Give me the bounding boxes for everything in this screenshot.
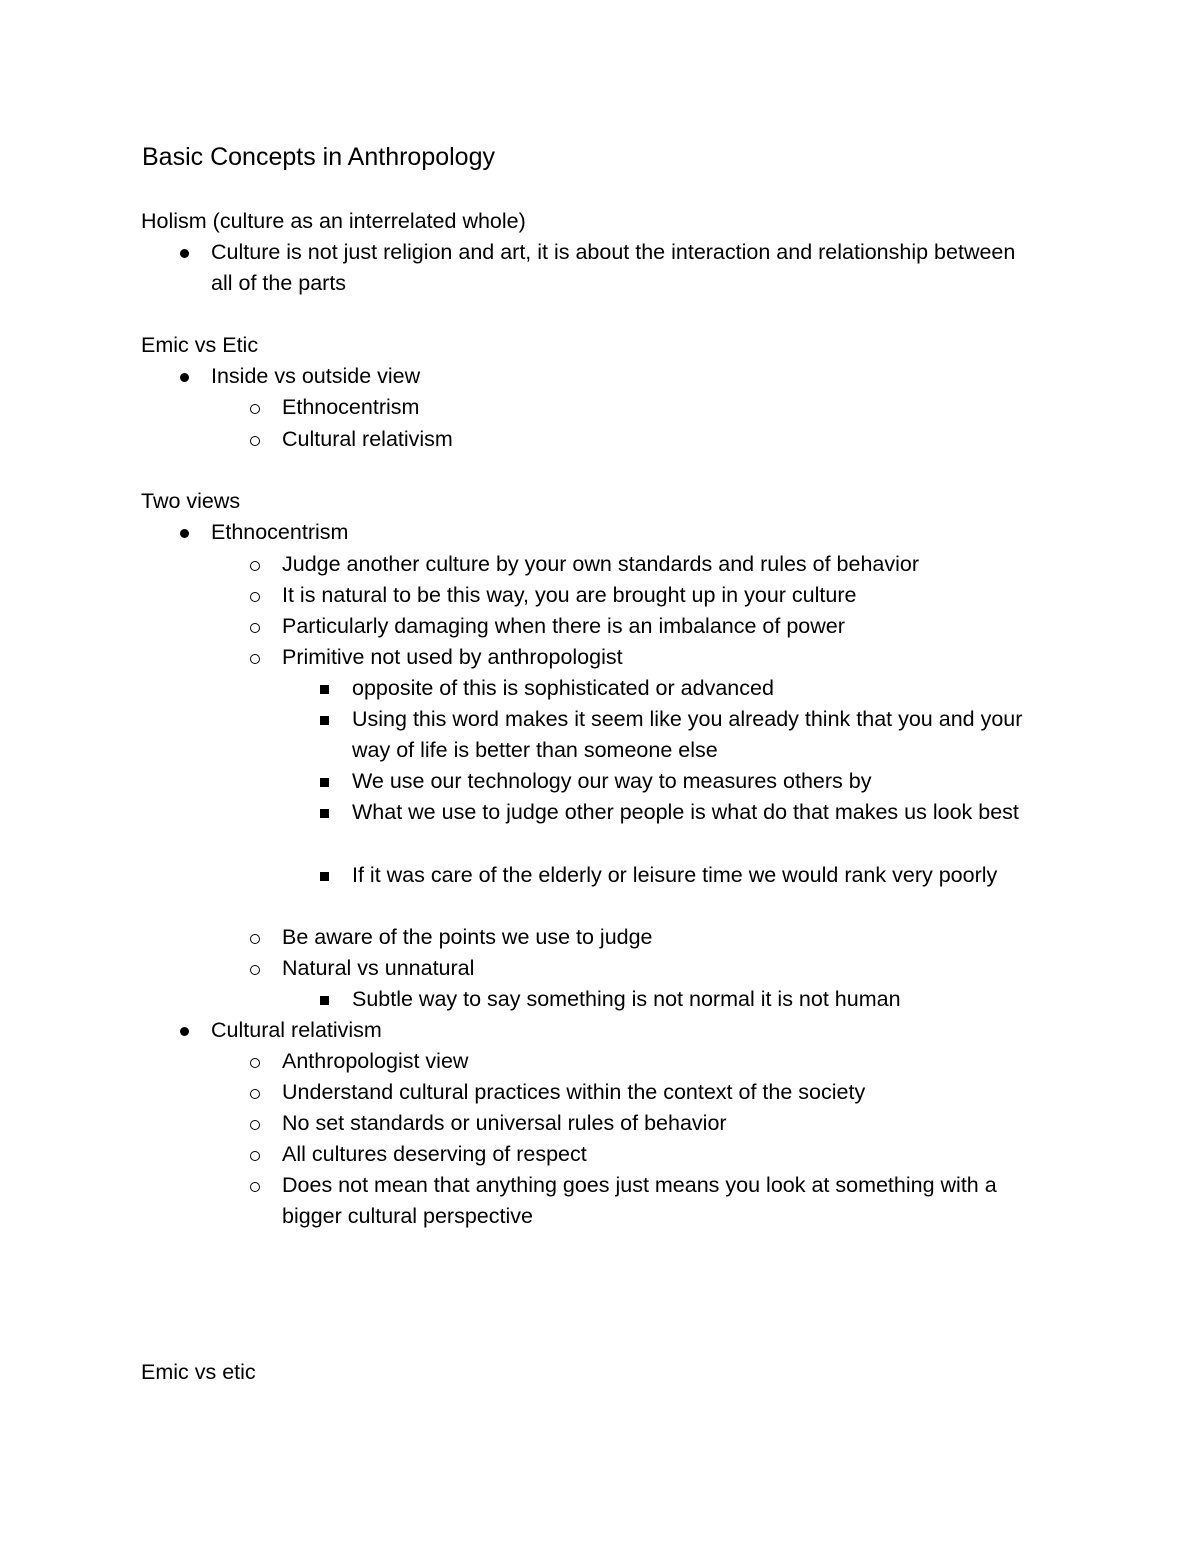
list-item xyxy=(352,766,1042,797)
list-item xyxy=(352,797,1042,828)
list-item xyxy=(211,517,1041,548)
list-item-text: Does not mean that anything goes just means you look at something with a bigger cultural perspective xyxy=(282,1173,997,1228)
list-item xyxy=(211,361,1041,392)
list-item-text: Natural vs unnatural xyxy=(282,956,475,980)
bullet-circle-icon xyxy=(250,1089,260,1099)
list-item-text: We use our technology our way to measures others by xyxy=(352,769,872,793)
list-item xyxy=(282,392,1042,423)
list-item-text: If it was care of the elderly or leisure time we would rank very poorly xyxy=(352,863,998,887)
list-item-text: Primitive not used by anthropologist xyxy=(282,645,623,669)
list-item-text: No set standards or universal rules of behavior xyxy=(282,1111,727,1135)
bullet-square-icon xyxy=(320,809,329,818)
section-heading-two-views: Two views xyxy=(141,489,241,513)
list-item xyxy=(282,424,1042,455)
bullet-disc-icon xyxy=(180,373,189,382)
list-item xyxy=(211,1015,1041,1046)
list-item-text: All cultures deserving of respect xyxy=(282,1142,587,1166)
list-item xyxy=(352,673,1042,704)
list-item xyxy=(211,237,1041,299)
bullet-circle-icon xyxy=(250,561,260,571)
list-item xyxy=(282,1108,1042,1139)
bullet-circle-icon xyxy=(250,965,260,975)
list-item xyxy=(282,580,1042,611)
bullet-square-icon xyxy=(320,996,329,1005)
bullet-circle-icon xyxy=(250,623,260,633)
list-item-text: What we use to judge other people is what do that makes us look best xyxy=(352,800,1019,824)
list-item xyxy=(282,642,1042,673)
list-item xyxy=(352,704,1042,766)
bullet-circle-icon xyxy=(250,1182,260,1192)
bullet-circle-icon xyxy=(250,934,260,944)
bullet-square-icon xyxy=(320,716,329,725)
bullet-circle-icon xyxy=(250,436,260,446)
list-item-text: Particularly damaging when there is an imbalance of power xyxy=(282,614,845,638)
document-title: Basic Concepts in Anthropology xyxy=(142,143,495,171)
bullet-circle-icon xyxy=(250,1120,260,1130)
list-item xyxy=(282,1139,1042,1170)
list-item-text: Cultural relativism xyxy=(211,1018,382,1042)
list-item xyxy=(352,984,1042,1015)
bullet-circle-icon xyxy=(250,1058,260,1068)
bullet-square-icon xyxy=(320,778,329,787)
bullet-disc-icon xyxy=(180,529,189,538)
list-item-text: Inside vs outside view xyxy=(211,364,421,388)
list-item-text: Ethnocentrism xyxy=(282,395,420,419)
bullet-circle-icon xyxy=(250,592,260,602)
bullet-square-icon xyxy=(320,685,329,694)
list-item-text: Subtle way to say something is not normal it is not human xyxy=(352,987,901,1011)
list-item-text: Ethnocentrism xyxy=(211,520,349,544)
list-item xyxy=(282,953,1042,984)
list-item-text: Using this word makes it seem like you already think that you and your way of life is better than someone else xyxy=(352,707,1023,762)
list-item xyxy=(282,922,1042,953)
list-item-text: It is natural to be this way, you are brought up in your culture xyxy=(282,583,857,607)
list-item-text: opposite of this is sophisticated or advanced xyxy=(352,676,774,700)
list-item-text: Judge another culture by your own standards and rules of behavior xyxy=(282,552,920,576)
bullet-circle-icon xyxy=(250,1151,260,1161)
list-item-text: Understand cultural practices within the context of the society xyxy=(282,1080,866,1104)
bullet-square-icon xyxy=(320,872,329,881)
section-heading-holism: Holism (culture as an interrelated whole) xyxy=(141,209,526,233)
list-item xyxy=(282,1077,1042,1108)
section-heading-emic-etic: Emic vs Etic xyxy=(141,333,259,357)
list-item-text: Culture is not just religion and art, it is about the interaction and relationship between all of the parts xyxy=(211,240,1016,295)
list-item xyxy=(282,549,1042,580)
list-item-text: Anthropologist view xyxy=(282,1049,469,1073)
bullet-disc-icon xyxy=(180,1027,189,1036)
list-item xyxy=(282,611,1042,642)
list-item xyxy=(282,1170,1052,1232)
bullet-circle-icon xyxy=(250,404,260,414)
bullet-disc-icon xyxy=(180,249,189,258)
list-item-text: Be aware of the points we use to judge xyxy=(282,925,653,949)
section-heading-emic-etic-repeat: Emic vs etic xyxy=(141,1360,256,1384)
list-item-text: Cultural relativism xyxy=(282,427,453,451)
list-item xyxy=(282,1046,1042,1077)
list-item xyxy=(352,860,1002,891)
bullet-circle-icon xyxy=(250,654,260,664)
